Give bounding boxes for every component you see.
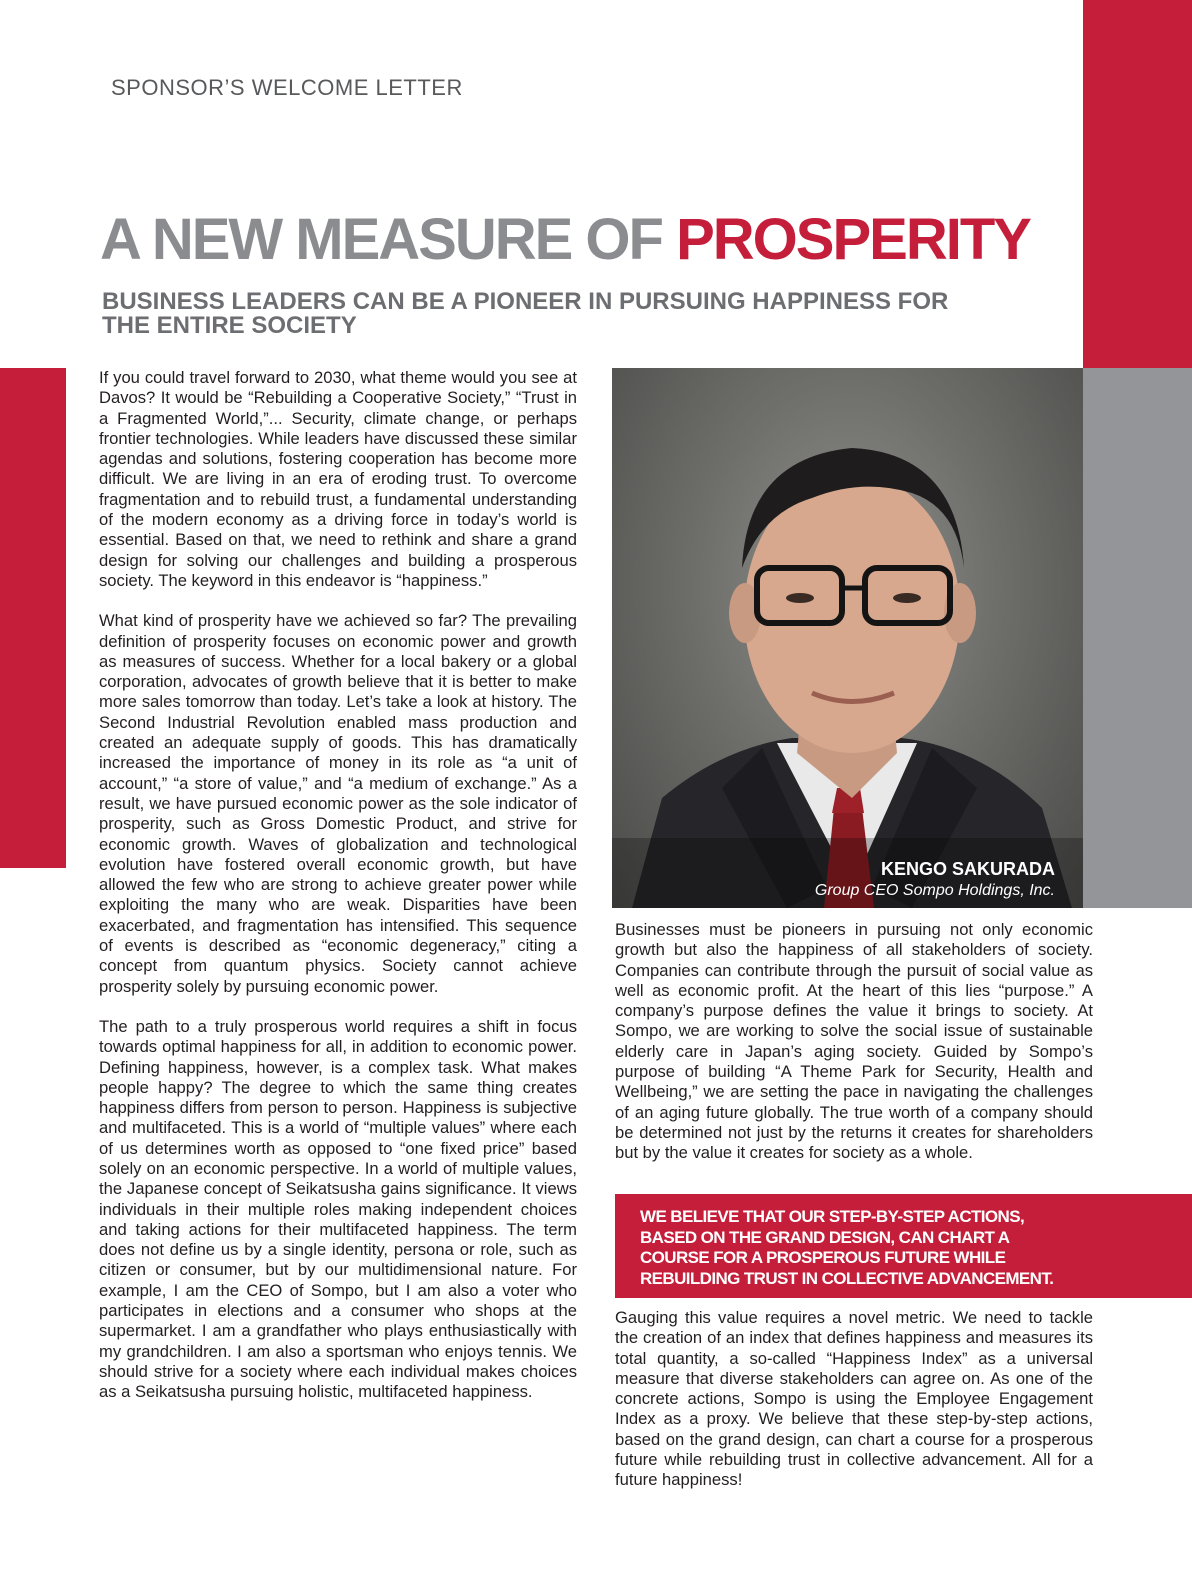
body-paragraph: The path to a truly prosperous world requires a shift in focus towards optimal happiness for all, in addition to economic power. Defining happiness, however, is a complex task. What makes people happy? The degree to which the same thing creates happiness differs from person to person. Happiness is subjective and multifaceted. This is a world of “multiple values” where each of us determines worth as opposed to “one fixed price” based solely on an economic perspective. In a world of multiple values, the Japanese concept of Seikatsusha gains significance. It views individuals in their multiple roles making independent choices and taking actions for their multifaceted happiness. The term does not define us by a single identity, persona or role, such as citizen or consumer, but by our multidimensional nature. For example, I am the CEO of Sompo, but I am also a voter who participates in elections and a consumer who shops at the supermarket. I am a grandfather who plays enthusiastically with my grandchildren. I am also a sportsman who enjoys tennis. We should strive for a society where each individual makes choices as a Seikatsusha pursuing holistic, multifaceted happiness. — [99, 1016, 577, 1402]
right-column-top — [615, 920, 1093, 1164]
body-paragraph: If you could travel forward to 2030, what theme would you see at Davos? It would be “Rebuilding a Cooperative Society,” “Trust in a Fragmented World,”... Security, climate change, or perhaps frontier technologies. While leaders have discussed these similar agendas and solutions, fostering cooperation has become more difficult. We are living in an era of eroding trust. To overcome fragmentation and to rebuild trust, a fundamental understanding of the modern economy as a driving force in today’s world is essential. Based on that, we need to rethink and share a grand design for solving our challenges and building a prosperous society. The keyword in this endeavor is “happiness.” — [99, 368, 577, 590]
page-subtitle: BUSINESS LEADERS CAN BE A PIONEER IN PURSUING HAPPINESS FOR THE ENTIRE SOCIETY — [102, 288, 949, 339]
decorative-gray-bar-right — [1083, 368, 1192, 908]
left-column — [99, 368, 577, 1403]
photo-caption-role: Group CEO Sompo Holdings, Inc. — [814, 882, 1055, 899]
body-paragraph: Gauging this value requires a novel metric. We need to tackle the creation of an index that defines happiness and measures its total quantity, a so-called “Happiness Index” as a universal measure that diverse stakeholders can agree on. As one of the concrete actions, Sompo is using the Employee Engagement Index as a proxy. We believe that these step-by-step actions, based on the grand design, can chart a course for a prosperous future while rebuilding trust in collective advancement. All for a future happiness! — [615, 1308, 1093, 1490]
pull-quote-box — [615, 1194, 1192, 1298]
section-label: SPONSOR’S WELCOME LETTER — [111, 75, 463, 100]
body-paragraph: What kind of prosperity have we achieved so far? The prevailing definition of prosperity focuses on economic power and growth as measures of success. Whether for a local bakery or a global corporation, advocates of growth believe that it is better to make more sales tomorrow than today. Let’s take a look at history. The Second Industrial Revolution enabled mass production and created an adequate supply of goods. This has dramatically increased the importance of money in its role as “a unit of account,” “a store of value,” and “a medium of exchange.” As a result, we have pursued economic power as the sole indicator of prosperity, such as Gross Domestic Product, and strive for economic growth. Waves of globalization and technological evolution have fostered overall economic growth, but have allowed the few who are strong to achieve greater power while exploiting the many who are weak. Disparities have been exacerbated, and fragmentation has intensified. This sequence of events is described as “economic degeneracy,” citing a concept from quantum physics. Society cannot achieve prosperity solely by pursuing economic power. — [99, 611, 577, 996]
page-title — [100, 208, 1030, 272]
body-paragraph: Businesses must be pioneers in pursuing not only economic growth but also the happiness of all stakeholders of society. Companies can contribute through the pursuit of social value as well as economic profit. At the heart of this lies “purpose.” A company’s purpose defines the value it brings to society. At Sompo, we are working to solve the social issue of sustainable elderly care in Japan’s aging society. Guided by Sompo’s purpose of building “A Theme Park for Security, Health and Wellbeing,” we are setting the pace in navigating the challenges of an aging future globally. The true worth of a company should be determined not just by the returns it creates for shareholders but by the value it creates for society as a whole. — [615, 920, 1093, 1163]
portrait-photo — [612, 368, 1083, 908]
decorative-red-bar-top-right — [1083, 0, 1192, 368]
decorative-red-bar-left — [0, 368, 66, 868]
title-part-red: PROSPERITY — [676, 207, 1030, 272]
pull-quote-text: WE BELIEVE THAT OUR STEP-BY-STEP ACTIONS, BASED ON THE GRAND DESIGN, CAN CHART A COURSE FOR A PROSPEROUS FUTURE WHILE REBUILDING TRUST IN COLLECTIVE ADVANCEMENT. — [640, 1207, 1054, 1288]
portrait-illustration — [612, 368, 1083, 908]
right-column-bottom — [615, 1308, 1093, 1491]
photo-caption-name: KENGO SAKURADA — [880, 859, 1055, 879]
title-part-gray: A NEW MEASURE OF — [100, 207, 677, 272]
